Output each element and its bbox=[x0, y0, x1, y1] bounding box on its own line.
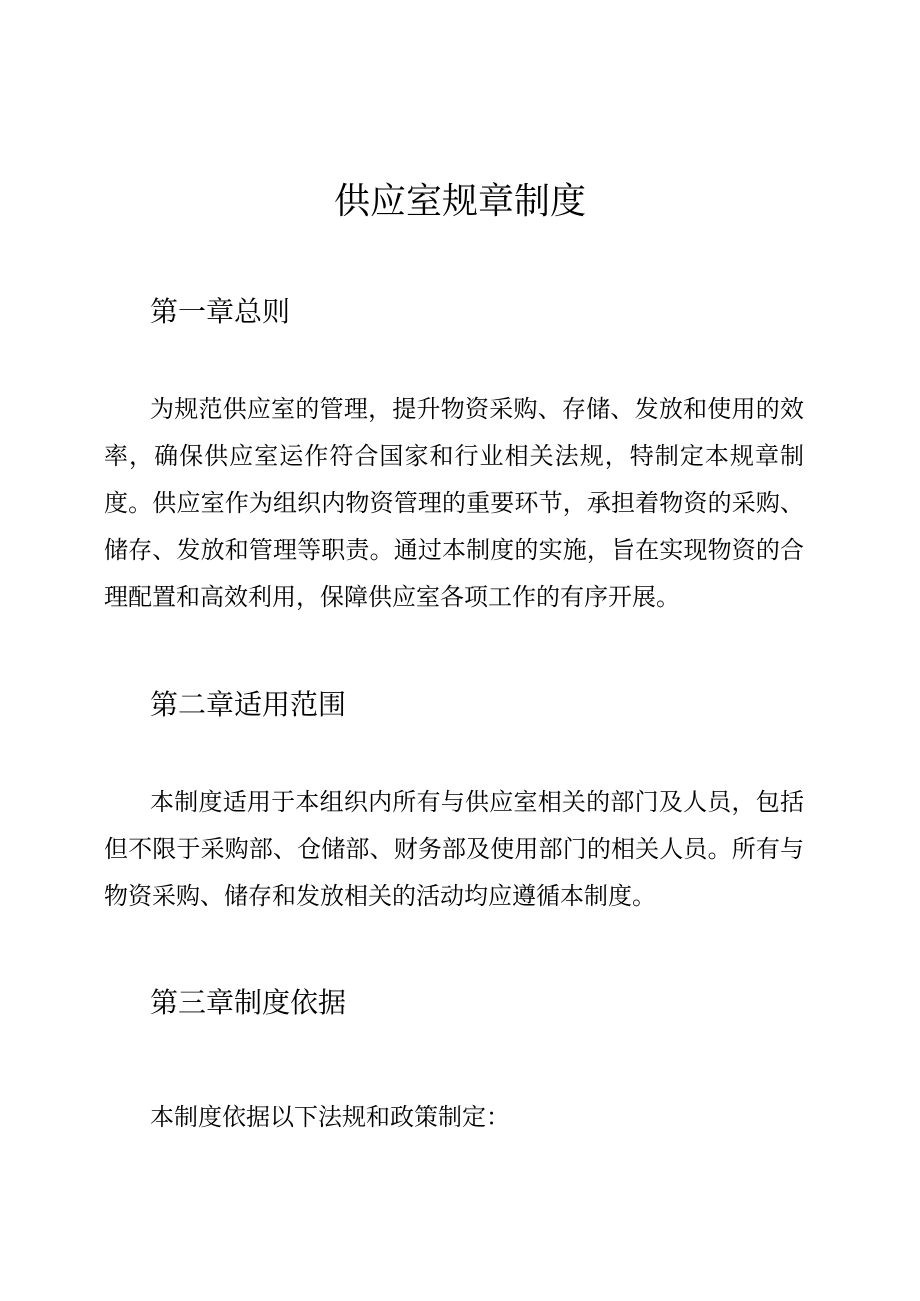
paragraph-scope: 本制度适用于本组织内所有与供应室相关的部门及人员，包括但不限于采购部、仓储部、财务部及使用部门的相关人员。所有与物资采购、储存和发放相关的活动均应遵循本制度。 bbox=[104, 788, 804, 910]
document-title: 供应室规章制度 bbox=[333, 181, 586, 222]
paragraph-general: 为规范供应室的管理，提升物资采购、存储、发放和使用的效率，确保供应室运作符合国家和行业相关法规，特制定本规章制度。供应室作为组织内物资管理的重要环节，承担着物资的采购、储存、发放和管理等职责。通过本制度的实施，旨在实现物资的合理配置和高效利用，保障供应室各项工作的有序开展。 bbox=[104, 395, 804, 611]
chapter-heading-scope: 第二章适用范围 bbox=[150, 688, 347, 721]
chapter-heading-basis: 第三章制度依据 bbox=[150, 986, 347, 1019]
chapter-heading-general: 第一章总则 bbox=[150, 295, 291, 328]
paragraph-basis: 本制度依据以下法规和政策制定： bbox=[150, 1103, 510, 1131]
